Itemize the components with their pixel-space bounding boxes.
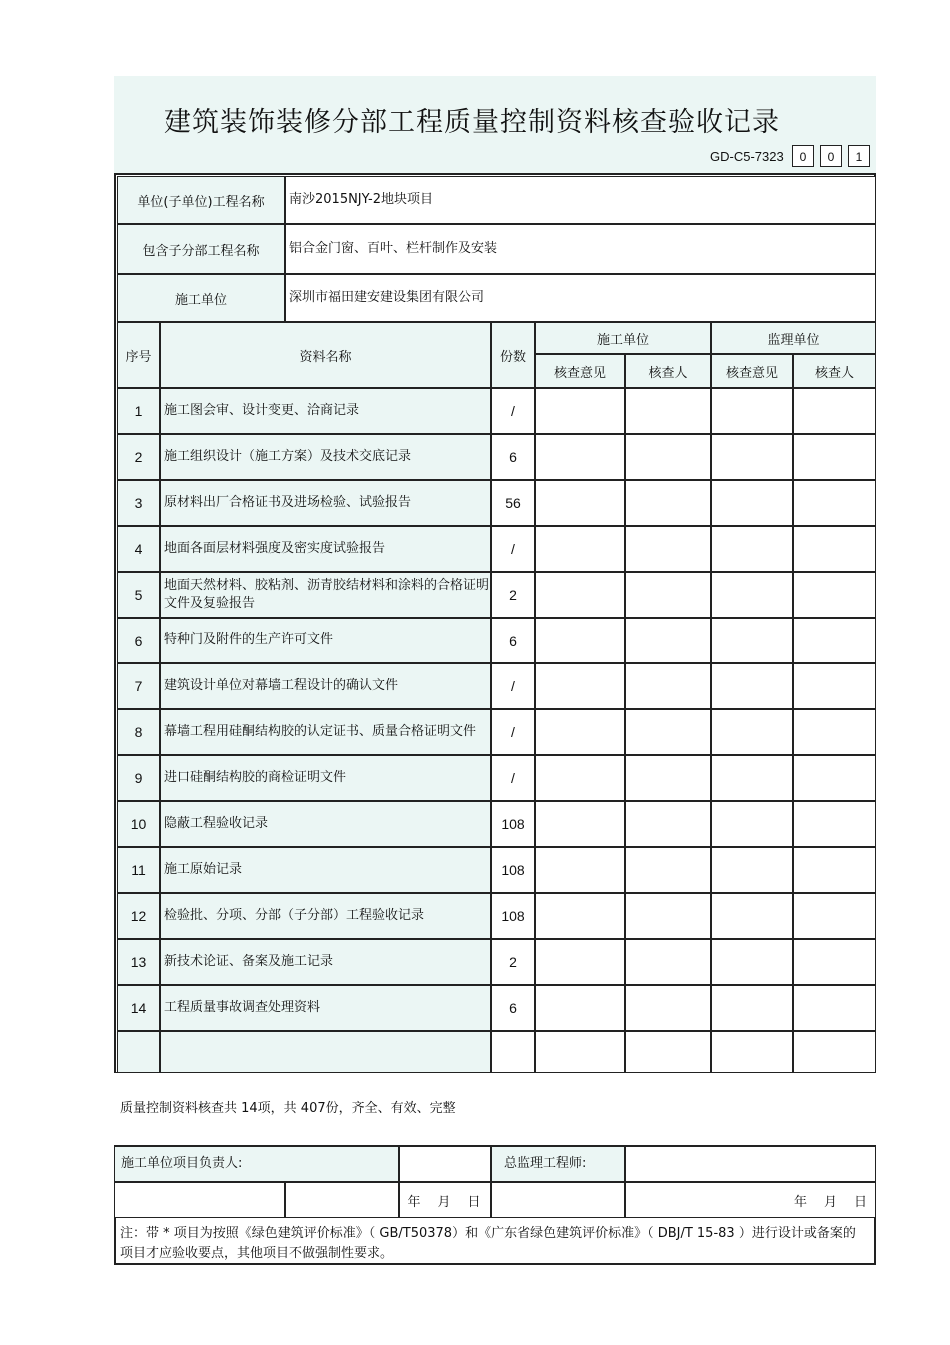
- row-name: 原材料出厂合格证书及进场检验、试验报告: [160, 480, 491, 526]
- row-construction-checker: [625, 572, 711, 618]
- row-construction-opinion: [535, 709, 625, 755]
- row-construction-checker: [625, 526, 711, 572]
- col-index-header: 序号: [117, 322, 160, 388]
- row-name: 隐蔽工程验收记录: [160, 801, 491, 847]
- construction-checker-header: 核查人: [625, 354, 711, 388]
- row-supervision-opinion: [711, 847, 793, 893]
- row-count: 6: [491, 985, 535, 1031]
- row-count: 56: [491, 480, 535, 526]
- row-construction-opinion: [535, 985, 625, 1031]
- row-construction-opinion: [535, 663, 625, 709]
- row-index: 13: [117, 939, 160, 985]
- row-supervision-opinion: [711, 526, 793, 572]
- row-supervision-checker: [793, 939, 876, 985]
- row-name: 地面天然材料、胶粘剂、沥青胶结材料和涂料的合格证明文件及复验报告: [160, 572, 491, 618]
- supervision-group-header: 监理单位: [711, 322, 876, 354]
- row-supervision-checker: [793, 434, 876, 480]
- footnote: 注：带 * 项目为按照《绿色建筑评价标准》（ GB/T50378）和《广东省绿色建筑评价标准》（ DBJ/T 15-83 ）进行设计或备案的项目才应验收要点，其他项目不做强制性要求。: [120, 1226, 856, 1261]
- supervision-checker-header: 核查人: [793, 354, 876, 388]
- row-index: 1: [117, 388, 160, 434]
- chief-supervisor-signature: [625, 1146, 876, 1182]
- row-construction-checker: [625, 1031, 711, 1077]
- supervision-date: 年 月 日: [625, 1182, 876, 1218]
- row-index: 4: [117, 526, 160, 572]
- row-name: 工程质量事故调查处理资料: [160, 985, 491, 1031]
- form-code: GD-C5-7323: [710, 149, 784, 164]
- row-construction-opinion: [535, 388, 625, 434]
- construction-lead-signature: [399, 1146, 491, 1182]
- row-name: 施工图会审、设计变更、洽商记录: [160, 388, 491, 434]
- row-supervision-checker: [793, 755, 876, 801]
- row-construction-checker: [625, 939, 711, 985]
- code-box-2: 0: [820, 145, 842, 167]
- col-count-header: 份数: [491, 322, 535, 388]
- row-count: /: [491, 526, 535, 572]
- contractor-label: 施工单位: [117, 274, 285, 322]
- code-box-3: 1: [848, 145, 870, 167]
- signoff-blank-2: [285, 1182, 399, 1218]
- row-index: 6: [117, 618, 160, 663]
- row-supervision-opinion: [711, 939, 793, 985]
- row-supervision-opinion: [711, 801, 793, 847]
- row-construction-opinion: [535, 1031, 625, 1077]
- row-name: 地面各面层材料强度及密实度试验报告: [160, 526, 491, 572]
- row-name: 施工组织设计（施工方案）及技术交底记录: [160, 434, 491, 480]
- row-index: 10: [117, 801, 160, 847]
- row-supervision-checker: [793, 709, 876, 755]
- row-construction-checker: [625, 388, 711, 434]
- row-count: /: [491, 709, 535, 755]
- row-index: 8: [117, 709, 160, 755]
- row-supervision-checker: [793, 572, 876, 618]
- row-supervision-opinion: [711, 709, 793, 755]
- sub-project-label: 包含子分部工程名称: [117, 224, 285, 274]
- row-index: 11: [117, 847, 160, 893]
- row-construction-opinion: [535, 618, 625, 663]
- row-construction-opinion: [535, 572, 625, 618]
- row-count: /: [491, 755, 535, 801]
- row-construction-checker: [625, 663, 711, 709]
- row-construction-opinion: [535, 526, 625, 572]
- supervision-opinion-header: 核查意见: [711, 354, 793, 388]
- page-title: 建筑装饰装修分部工程质量控制资料核查验收记录: [164, 107, 780, 138]
- row-count: 108: [491, 847, 535, 893]
- row-index: 2: [117, 434, 160, 480]
- row-supervision-checker: [793, 618, 876, 663]
- row-supervision-checker: [793, 480, 876, 526]
- project-name-value: 南沙2015NJY-2地块项目: [285, 176, 876, 224]
- row-construction-opinion: [535, 939, 625, 985]
- row-supervision-checker: [793, 1031, 876, 1077]
- row-construction-checker: [625, 480, 711, 526]
- row-count: 2: [491, 572, 535, 618]
- row-supervision-checker: [793, 985, 876, 1031]
- row-count: [491, 1031, 535, 1077]
- row-supervision-opinion: [711, 572, 793, 618]
- row-supervision-opinion: [711, 755, 793, 801]
- row-name: 施工原始记录: [160, 847, 491, 893]
- row-supervision-opinion: [711, 893, 793, 939]
- row-supervision-opinion: [711, 663, 793, 709]
- row-construction-checker: [625, 709, 711, 755]
- row-supervision-opinion: [711, 388, 793, 434]
- row-count: /: [491, 663, 535, 709]
- row-supervision-opinion: [711, 618, 793, 663]
- row-supervision-checker: [793, 893, 876, 939]
- row-index: 7: [117, 663, 160, 709]
- signoff-blank-3: [491, 1182, 625, 1218]
- row-name: 检验批、分项、分部（子分部）工程验收记录: [160, 893, 491, 939]
- row-construction-opinion: [535, 434, 625, 480]
- row-count: /: [491, 388, 535, 434]
- row-supervision-opinion: [711, 434, 793, 480]
- sub-project-value: 铝合金门窗、百叶、栏杆制作及安装: [285, 224, 876, 274]
- row-construction-opinion: [535, 893, 625, 939]
- row-name: [160, 1031, 491, 1077]
- row-construction-opinion: [535, 755, 625, 801]
- row-count: 108: [491, 801, 535, 847]
- row-count: 108: [491, 893, 535, 939]
- row-index: 3: [117, 480, 160, 526]
- row-construction-checker: [625, 755, 711, 801]
- row-construction-opinion: [535, 847, 625, 893]
- row-index: [117, 1031, 160, 1077]
- row-supervision-checker: [793, 663, 876, 709]
- construction-date: 年 月 日: [399, 1182, 491, 1218]
- signoff-blank-1: [114, 1182, 285, 1218]
- row-name: 建筑设计单位对幕墙工程设计的确认文件: [160, 663, 491, 709]
- row-supervision-checker: [793, 526, 876, 572]
- row-index: 12: [117, 893, 160, 939]
- row-supervision-opinion: [711, 985, 793, 1031]
- row-name: 新技术论证、备案及施工记录: [160, 939, 491, 985]
- project-name-label: 单位(子单位)工程名称: [117, 176, 285, 224]
- row-construction-checker: [625, 618, 711, 663]
- row-name: 进口硅酮结构胶的商检证明文件: [160, 755, 491, 801]
- row-supervision-opinion: [711, 480, 793, 526]
- row-supervision-opinion: [711, 1031, 793, 1077]
- row-construction-checker: [625, 801, 711, 847]
- contractor-value: 深圳市福田建安建设集团有限公司: [285, 274, 876, 322]
- row-supervision-checker: [793, 847, 876, 893]
- code-box-1: 0: [792, 145, 814, 167]
- row-supervision-checker: [793, 388, 876, 434]
- row-construction-opinion: [535, 801, 625, 847]
- row-index: 14: [117, 985, 160, 1031]
- form-header: [114, 76, 876, 175]
- row-construction-opinion: [535, 480, 625, 526]
- row-index: 9: [117, 755, 160, 801]
- row-supervision-checker: [793, 801, 876, 847]
- row-construction-checker: [625, 847, 711, 893]
- summary-text: 质量控制资料核查共 14项，共 407份，齐全、有效、完整: [114, 1072, 876, 1146]
- construction-opinion-header: 核查意见: [535, 354, 625, 388]
- row-construction-checker: [625, 434, 711, 480]
- row-count: 2: [491, 939, 535, 985]
- row-construction-checker: [625, 985, 711, 1031]
- construction-group-header: 施工单位: [535, 322, 711, 354]
- row-construction-checker: [625, 893, 711, 939]
- row-index: 5: [117, 572, 160, 618]
- row-count: 6: [491, 618, 535, 663]
- row-name: 特种门及附件的生产许可文件: [160, 618, 491, 663]
- construction-lead-label: 施工单位项目负责人:: [114, 1146, 399, 1182]
- chief-supervisor-label: 总监理工程师:: [491, 1146, 625, 1182]
- row-name: 幕墙工程用硅酮结构胶的认定证书、质量合格证明文件: [160, 709, 491, 755]
- col-name-header: 资料名称: [160, 322, 491, 388]
- row-count: 6: [491, 434, 535, 480]
